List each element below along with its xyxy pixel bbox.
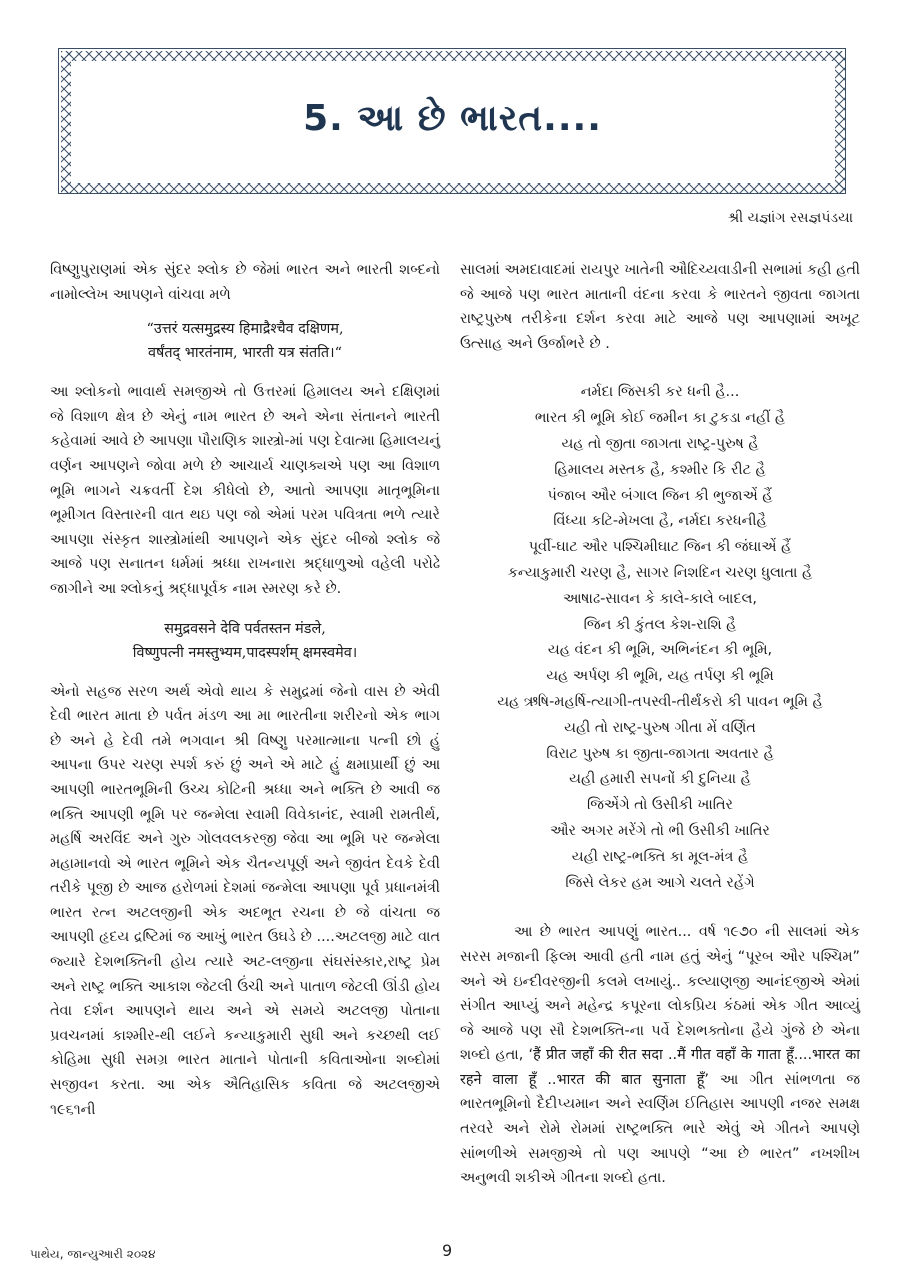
poem <box>460 380 860 896</box>
poem-line: જિસે લેકર હમ આગે ચલતે રહેંગે <box>565 874 755 891</box>
intro-paragraph: વિષ્ણુપુરાણમાં એક સુંદર શ્લોક છે જેમાં ભારત અને ભારતી શબ્દનો નામોલ્લેખ આપણને વાંચવા મળે <box>50 262 440 303</box>
page-number: 9 <box>442 1241 453 1260</box>
poem-line: ઔર અગર મરેંગે તો ભી ઉસીકી ખાતિર <box>550 822 770 839</box>
sanskrit-verse-1: “उत्तरं यत्समुद्रस्य हिमाद्रैश्चैव दक्षिणम, वर्षंतद् भारतंनाम, भारती यत्र संतति।“ <box>146 321 344 362</box>
page-title: 5. આ છે ભારત.... <box>303 98 602 139</box>
continuation-paragraph: સાલમાં અમદાવાદમાં રાયપુર ખાતેની ઔદિચ્યવાડીની સભામાં કહી હતી જે આજે પણ ભારત માતાની વંદના કરવા કે ભારતને જીવતા જાગતા રાષ્ટ્રપુરુષ તરીકેના દર્શન કરવા માટે આજે પણ આપણામાં અખૂટ ઉત્સાહ અને ઉર્જાભરે છે . <box>460 262 860 352</box>
poem-line: યહ ઋષિ-મહર્ષિ-ત્યાગી-તપસ્વી-તીર્થંકરો કી પાવન ભૂમિ હૈ <box>497 693 823 710</box>
poem-line: યહી તો રાષ્ટ્ર-પુરુષ ગીતા મેં વર્ણિત <box>564 719 756 736</box>
poem-line: યહ તો જીતા જાગતા રાષ્ટ્ર-પુરુષ હૈ <box>561 435 759 452</box>
meaning-paragraph: આ શ્લોકનો ભાવાર્થ સમજીએ તો ઉત્તરમાં હિમાલય અને દક્ષિણમાં જે વિશાળ ક્ષેત્ર છે એનું નામ ભારત છે અને એના સંતાનને ભારતી કહેવામાં આવે છે આપણા પૌરાણિક શાસ્ત્રો-માં પણ દેવાત્મા હિમાલયનું વર્ણન આપણને જોવા મળે છે આચાર્ય ચાણક્યએ પણ આ વિશાળ ભૂમિ ભાગને ચક્રવર્તી દેશ કીધેલો છે, આતો આપણા માતૃભૂમિના ભૂમીગત વિસ્તારની વાત થઇ પણ જો એમાં પરમ પવિત્રતા ભળે ત્યારે આપણા સંસ્કૃત શાસ્ત્રોમાંથી આપણને એક સુંદર બીજો શ્લોક જે આજે પણ સનાતન ધર્મમાં શ્રધ્ધા રાખનારા શ્રદ્ધાળુઓ વહેલી પરોઢે જાગીને આ શ્લોકનું શ્રદ્ધાપૂર્વક નામ સ્મરણ કરે છે. <box>50 384 440 597</box>
poem-line: જિએંગે તો ઉસીકી ખાતિર <box>587 797 733 814</box>
poem-line: યહ અર્પણ કી ભૂમિ, યહ તર્પણ કી ભૂમિ <box>546 668 774 685</box>
explanation-paragraph: એનો સહજ સરળ અર્થ એવો થાય કે સમુદ્રમાં જેનો વાસ છે એવી દેવી ભારત માતા છે પર્વત મંડળ આ મા ભારતીના શરીરનો એક ભાગ છે અને હે દેવી તમે ભગવાન શ્રી વિષ્ણુ પરમાત્માના પત્ની છો હું આપના ઉપર ચરણ સ્પર્શ કરું છું અને એ માટે હું ક્ષમાપ્રાર્થી છું આ આપણી ભારતભૂમિની ઉચ્ચ કોટિની શ્રધ્ધા અને ભક્તિ છે આવી જ ભક્તિ આપણી ભૂમિ પર જન્મેલા સ્વામી વિવેકાનંદ, સ્વામી રામતીર્થ, મહર્ષિ અરવિંદ અને ગુરુ ગોલવલકરજી જેવા આ ભૂમિ પર જન્મેલા મહામાનવો એ ભારત ભૂમિને એક ચૈતન્યપૂર્ણ અને જીવંત દેવકે દેવી તરીકે પૂજી છે આજ હરોળમાં દેશમાં જન્મેલા આપણા પૂર્વ પ્રધાનમંત્રી ભારત રત્ન અટલજીની એક અદભૂત રચના છે જે વાંચતા જ આપણી હૃદય દ્રષ્ટિમાં જ આખું ભારત ઉઘડે છે ....અટલજી માટે વાત જ્યારે દેશભક્તિની હોય ત્યારે અટ-લજીના સંઘસંસ્કાર,રાષ્ટ્ર પ્રેમ અને રાષ્ટ્ર ભક્તિ આકાશ જેટલી ઉંચી અને પાતાળ જેટલી ઊંડી હોય તેવા દર્શન આપણને થાય અને એ સમયે અટલજી પોતાના પ્રવચનમાં કાશ્મીર-થી લઈને કન્યાકુમારી સુધી અને કચ્છથી લઈ કોહિમા સુધી સમગ્ર ભારત માતાને પોતાની કવિતાઓના શબ્દોમાં સજીવન કરતા. આ એક ઐતિહાસિક કવિતા જે અટલજીએ ૧૯૬૧ની <box>50 683 440 1118</box>
right-column <box>460 258 860 1191</box>
poem-line: યહી રાષ્ટ્ર-ભક્તિ કા મૂલ-મંત્ર હૈ <box>571 848 749 865</box>
sanskrit-verse-2: समुद्रवसने देवि पर्वतस्तन मंडले, विष्णुपत्नी नमस्तुभ्यम,पादस्पर्शम् क्षमस्वमेव। <box>132 620 358 661</box>
poem-line: જિન કી કુંતલ કેશ-રાશિ હૈ <box>583 616 737 633</box>
poem-line: નર્મદા જિસકી કર ધની હૈ... <box>580 384 740 401</box>
poem-line: યહ વંદન કી ભૂમિ, અભિનંદન કી ભૂમિ, <box>547 642 773 659</box>
poem-line: પૂર્વી-ઘાટ ઔર પશ્ચિમીઘાટ જિન કી જંઘાએં હૈં <box>528 539 792 556</box>
publication-footer: પાથેય, જાન્યુઆરી ૨૦૨૪ <box>30 1247 156 1261</box>
poem-line: વિંધ્યા કટિ-મેખલા હૈ, નર્મદા કરધનીહૈ <box>553 513 767 530</box>
author-name: શ્રી યજ્ઞાંગ રસજ્ઞપંડયા <box>727 210 853 226</box>
poem-line: યહી હમારી સપનોં કી દુનિયા હૈ <box>569 771 751 788</box>
poem-line: વિરાટ પુરુષ કા જીતા-જાગતા અવતાર હૈ <box>546 745 774 762</box>
poem-line: હિમાલય મસ્તક હૈ, કશ્મીર કિ રીટ હૈ <box>554 461 766 478</box>
poem-line: આષાઢ-સાવન કે કાલે-કાલે બાદલ, <box>563 590 757 607</box>
film-song-paragraph: આ છે ભારત આપણું ભારત... વર્ષ ૧૯૭૦ ની સાલમાં એક સરસ મજાની ફિલ્મ આવી હતી નામ હતું એનું “પૂરબ ઔર પશ્ચિમ” અને એ ઇન્દીવરજીની કલમે લખાયું.. કલ્યાણજી આનંદજીએ એમાં સંગીત આપ્યું અને મહેન્દ્ર કપૂરના લોકપ્રિય કંઠમાં એક ગીત આવ્યું જે આજે પણ સૌ દેશભક્તિ-ના પર્વે દેશભક્તોના હૈયે ગુંજે છે એના શબ્દો હતા, ‘हैं प्रीत जहाँ की रीत सदा ..मैं गीत वहाँ के गाता हूँ....भारत का रहने वाला हूँ ..भारत की बात सुनाता हूँ’ આ ગીત સાંભળતા જ ભારતભૂમિનો દૈદીપ્યમાન અને સ્વર્ણિમ ઈતિહાસ આપણી નજર સમક્ષ તરવરે અને રોમે રોમમાં રાષ્ટ્રભક્તિ ભારે એવું એ ગીતને આપણે સાંભળીએ સમજીએ તો પણ આપણે “આ છે ભારત” નખશીખ અનુભવી શકીએ ગીતના શબ્દો હતા. <box>460 924 860 1187</box>
poem-line: પંજાબ ઔર બંગાલ જિન કી ભુજાએં હૈં <box>547 487 773 504</box>
left-column <box>50 258 440 1122</box>
poem-line: ભારત કી ભૂમિ કોઈ જમીન કા ટુકડા નહીં હૈ <box>534 410 786 427</box>
poem-line: કન્યાકુમારી ચરણ હૈ, સાગર નિશદિન ચરણ ધુલાતા હૈ <box>507 564 813 581</box>
